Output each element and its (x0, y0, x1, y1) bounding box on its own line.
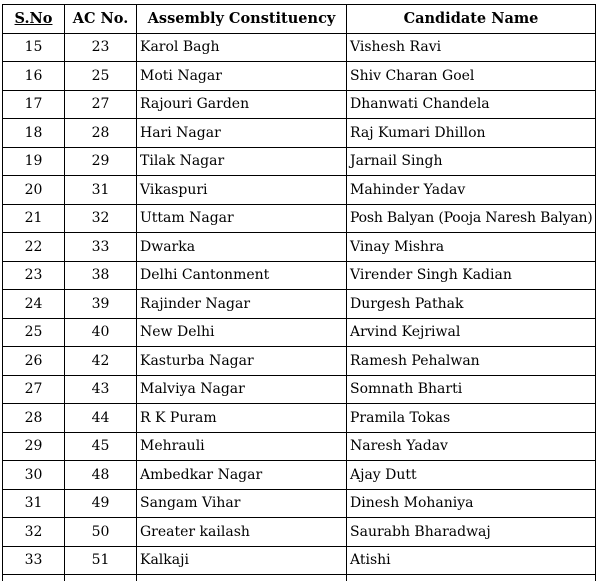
cell-candidate: Saurabh Bharadwaj (347, 518, 596, 547)
cell-constituency: Uttam Nagar (137, 204, 347, 233)
cell-sno: 23 (3, 261, 65, 290)
cell-constituency: Rajinder Nagar (137, 290, 347, 319)
header-sno (3, 5, 65, 34)
cell-candidate: Ajay Dutt (347, 461, 596, 490)
cell-constituency: Vikaspuri (137, 176, 347, 205)
cell-candidate: Arvind Kejriwal (347, 318, 596, 347)
cell-sno: 25 (3, 318, 65, 347)
table-row (3, 404, 596, 433)
table-row (3, 176, 596, 205)
cell-sno: 24 (3, 290, 65, 319)
header-ac-no: AC No. (65, 5, 137, 34)
cell-candidate: Raj Kumari Dhillon (347, 119, 596, 148)
table-row (3, 318, 596, 347)
cell-sno: 18 (3, 119, 65, 148)
cell-ac-no: 28 (65, 119, 137, 148)
cell-candidate: Ramesh Pehalwan (347, 347, 596, 376)
header-constituency: Assembly Constituency (137, 5, 347, 34)
table-row (3, 119, 596, 148)
candidate-table-container (2, 4, 595, 581)
cell-candidate: Virender Singh Kadian (347, 261, 596, 290)
table-row (3, 90, 596, 119)
table-row (3, 233, 596, 262)
table-row (3, 489, 596, 518)
cell-constituency: Karol Bagh (137, 33, 347, 62)
cell-candidate: Dinesh Mohaniya (347, 489, 596, 518)
table-row (3, 461, 596, 490)
cell-sno: 20 (3, 176, 65, 205)
cell-ac-no: 43 (65, 375, 137, 404)
table-row (3, 33, 596, 62)
cell-sno: 17 (3, 90, 65, 119)
cell-candidate: Vishesh Ravi (347, 33, 596, 62)
cell-constituency: Kasturba Nagar (137, 347, 347, 376)
table-body (3, 33, 596, 581)
table-row (3, 546, 596, 575)
table-row (3, 518, 596, 547)
header-row (3, 5, 596, 34)
cell-ac-no: 33 (65, 233, 137, 262)
header-candidate: Candidate Name (347, 5, 596, 34)
table-row (3, 62, 596, 91)
cell-empty (65, 575, 137, 581)
cell-ac-no: 32 (65, 204, 137, 233)
table-row (3, 147, 596, 176)
cell-ac-no: 31 (65, 176, 137, 205)
cell-sno: 31 (3, 489, 65, 518)
cell-constituency: Rajouri Garden (137, 90, 347, 119)
cell-sno: 33 (3, 546, 65, 575)
cell-ac-no: 51 (65, 546, 137, 575)
cell-ac-no: 29 (65, 147, 137, 176)
cell-candidate: Naresh Yadav (347, 432, 596, 461)
cell-ac-no: 49 (65, 489, 137, 518)
cell-ac-no: 38 (65, 261, 137, 290)
cell-ac-no: 25 (65, 62, 137, 91)
cell-constituency: Mehrauli (137, 432, 347, 461)
cell-constituency: Kalkaji (137, 546, 347, 575)
cell-ac-no: 48 (65, 461, 137, 490)
candidate-table (2, 4, 596, 581)
table-row-partial (3, 575, 596, 581)
cell-candidate: Dhanwati Chandela (347, 90, 596, 119)
cell-sno: 15 (3, 33, 65, 62)
cell-sno: 30 (3, 461, 65, 490)
cell-candidate: Pramila Tokas (347, 404, 596, 433)
cell-constituency: Sangam Vihar (137, 489, 347, 518)
cell-sno: 21 (3, 204, 65, 233)
cell-ac-no: 40 (65, 318, 137, 347)
cell-candidate: Durgesh Pathak (347, 290, 596, 319)
table-row (3, 290, 596, 319)
cell-constituency: Moti Nagar (137, 62, 347, 91)
cell-ac-no: 23 (65, 33, 137, 62)
table-row (3, 204, 596, 233)
cell-constituency: Greater kailash (137, 518, 347, 547)
cell-empty (3, 575, 65, 581)
cell-sno: 26 (3, 347, 65, 376)
table-row (3, 261, 596, 290)
cell-ac-no: 44 (65, 404, 137, 433)
cell-sno: 27 (3, 375, 65, 404)
cell-ac-no: 42 (65, 347, 137, 376)
table-row (3, 432, 596, 461)
cell-sno: 19 (3, 147, 65, 176)
cell-ac-no: 27 (65, 90, 137, 119)
cell-sno: 16 (3, 62, 65, 91)
cell-candidate: Posh Balyan (Pooja Naresh Balyan) (347, 204, 596, 233)
cell-sno: 29 (3, 432, 65, 461)
cell-sno: 22 (3, 233, 65, 262)
table-row (3, 375, 596, 404)
cell-empty (347, 575, 596, 581)
cell-candidate: Somnath Bharti (347, 375, 596, 404)
cell-constituency: Delhi Cantonment (137, 261, 347, 290)
cell-constituency: R K Puram (137, 404, 347, 433)
cell-constituency: Hari Nagar (137, 119, 347, 148)
cell-ac-no: 39 (65, 290, 137, 319)
cell-constituency: Ambedkar Nagar (137, 461, 347, 490)
cell-sno: 28 (3, 404, 65, 433)
cell-candidate: Jarnail Singh (347, 147, 596, 176)
cell-ac-no: 45 (65, 432, 137, 461)
cell-candidate: Mahinder Yadav (347, 176, 596, 205)
cell-sno: 32 (3, 518, 65, 547)
cell-constituency: New Delhi (137, 318, 347, 347)
cell-ac-no: 50 (65, 518, 137, 547)
table-row (3, 347, 596, 376)
cell-constituency: Tilak Nagar (137, 147, 347, 176)
cell-candidate: Shiv Charan Goel (347, 62, 596, 91)
cell-constituency: Malviya Nagar (137, 375, 347, 404)
cell-constituency: Dwarka (137, 233, 347, 262)
cell-empty (137, 575, 347, 581)
cell-candidate: Atishi (347, 546, 596, 575)
cell-candidate: Vinay Mishra (347, 233, 596, 262)
header-sno-label: S.No (15, 10, 53, 27)
table-header (3, 5, 596, 34)
